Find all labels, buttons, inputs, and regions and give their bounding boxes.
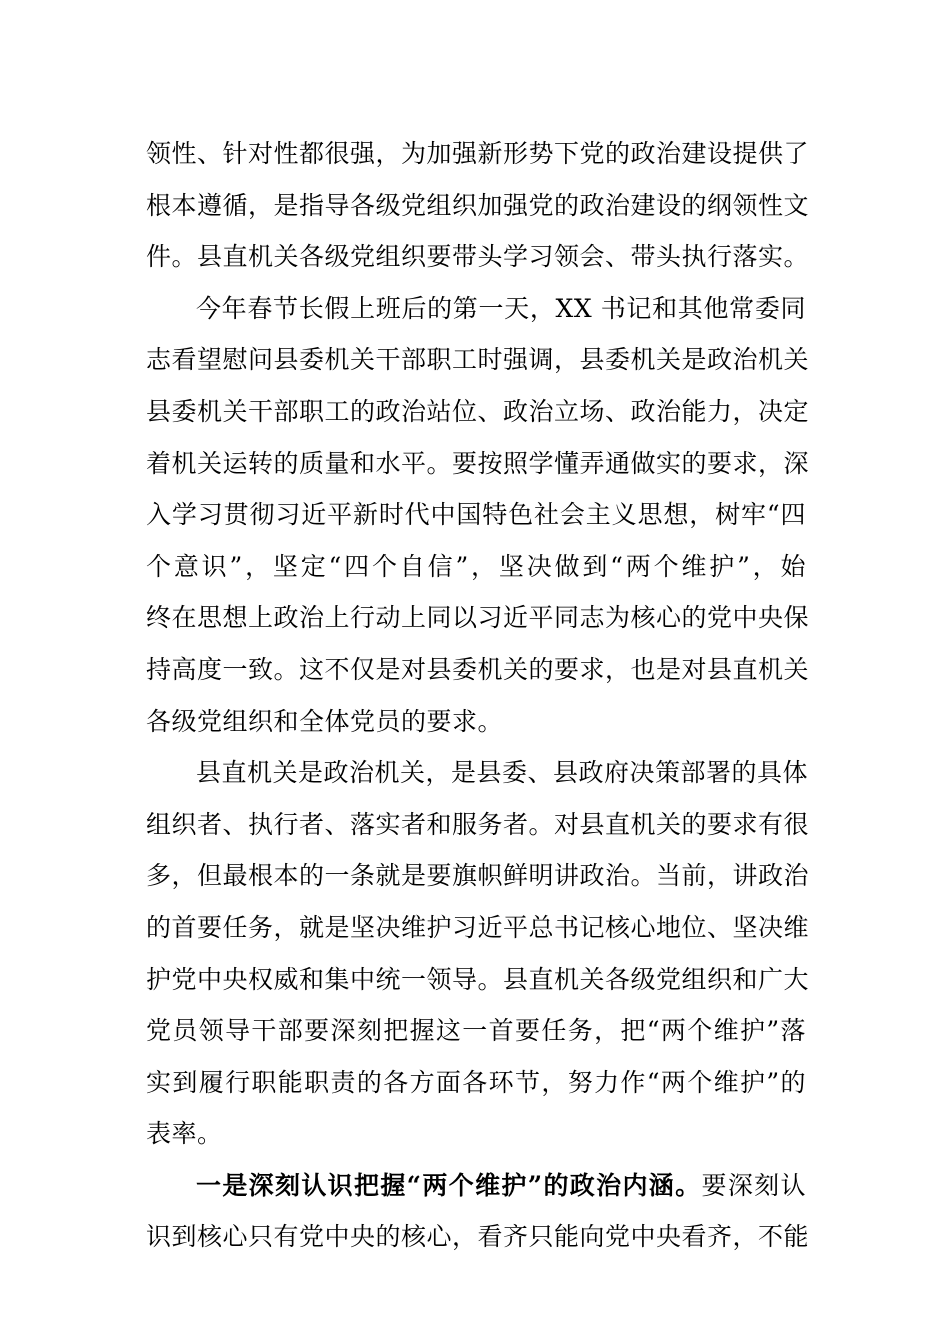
text-line: 领性、针对性都很强，为加强新形势下党的政治建设提供了 bbox=[146, 139, 810, 168]
text-line: 组织者、执行者、落实者和服务者。对县直机关的要求有很 bbox=[146, 809, 810, 839]
text-line: 今年春节长假上班后的第一天，XX 书记和其他常委同 bbox=[196, 293, 806, 323]
text-line: 的首要任务，就是坚决维护习近平总书记核心地位、坚决维 bbox=[146, 912, 810, 942]
text-line: 件。县直机关各级党组织要带头学习领会、带头执行落实。 bbox=[146, 242, 810, 272]
text-line: 着机关运转的质量和水平。要按照学懂弄通做实的要求，深 bbox=[146, 448, 810, 478]
text-line: 终在思想上政治上行动上同以习近平同志为核心的党中央保 bbox=[146, 603, 810, 633]
paragraph-4 bbox=[146, 1160, 810, 1263]
text-line: 志看望慰问县委机关干部职工时强调，县委机关是政治机关 bbox=[146, 345, 810, 375]
document-page bbox=[146, 128, 810, 1263]
text-line: 各级党组织和全体党员的要求。 bbox=[146, 706, 504, 736]
text-line: 表率。 bbox=[146, 1119, 223, 1149]
bold-lead-sentence: 一是深刻认识把握“两个维护”的政治内涵。 bbox=[196, 1170, 702, 1200]
text-line: 县直机关是政治机关，是县委、县政府决策部署的具体 bbox=[196, 758, 809, 788]
text-line: 个意识”，坚定“四个自信”，坚决做到“两个维护”，始 bbox=[146, 551, 806, 581]
text-line: 识到核心只有党中央的核心，看齐只能向党中央看齐，不能 bbox=[146, 1222, 810, 1252]
text-line: 实到履行职能职责的各方面各环节，努力作“两个维护”的 bbox=[146, 1067, 806, 1097]
text-line: 持高度一致。这不仅是对县委机关的要求，也是对县直机关 bbox=[146, 654, 810, 684]
text-line: 根本遵循，是指导各级党组织加强党的政治建设的纲领性文 bbox=[146, 190, 810, 220]
paragraph-3 bbox=[146, 747, 810, 1160]
text-line bbox=[146, 1160, 806, 1212]
text-line: 党员领导干部要深刻把握这一首要任务，把“两个维护”落 bbox=[146, 1016, 806, 1046]
text-line: 入学习贯彻习近平新时代中国特色社会主义思想，树牢“四 bbox=[146, 500, 806, 530]
paragraph-2 bbox=[146, 283, 810, 747]
lead-rest: 要深刻认 bbox=[701, 1170, 806, 1200]
text-line: 护党中央权威和集中统一领导。县直机关各级党组织和广大 bbox=[146, 964, 810, 994]
text-line: 多，但最根本的一条就是要旗帜鲜明讲政治。当前，讲政治 bbox=[146, 861, 810, 891]
paragraph-1 bbox=[146, 128, 810, 283]
text-line: 县委机关干部职工的政治站位、政治立场、政治能力，决定 bbox=[146, 396, 810, 426]
